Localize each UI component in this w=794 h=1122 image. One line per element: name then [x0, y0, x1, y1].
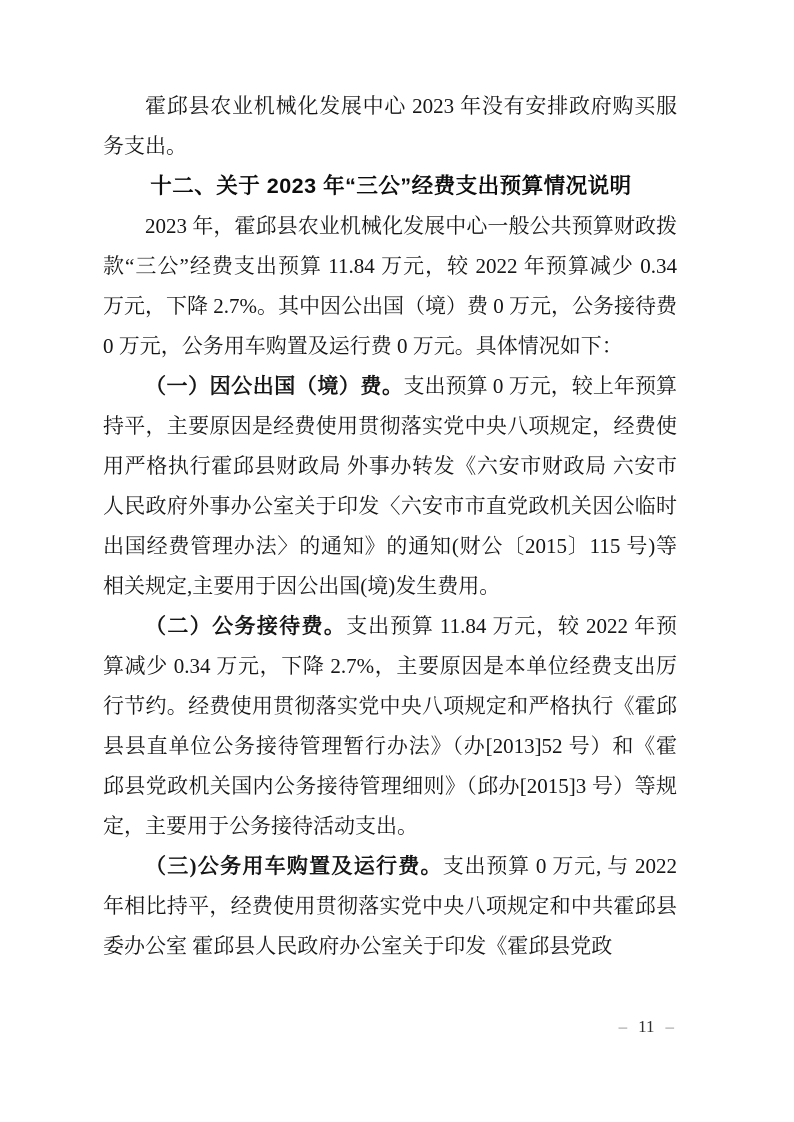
- text-run: 支出预算 0 万元，较上年预算持平，主要原因是经费使用贯彻落实党中央八项规定，经费使用严格执行霍邱县财政局 外事办转发《六安市财政局 六安市人民政府外事办公室关于印发〈六安市市直党政机关因公临时出国经费管理办法〉的通知》的通知(财公〔2015〕115 号)等相关规定,主要用于因公出国(境)发生费用。: [103, 374, 678, 598]
- page-number-value: 11: [638, 1017, 655, 1036]
- text-run: 支出预算 0 万元, 与 2022 年相比持平，经费使用贯彻落实党中央八项规定和中共霍邱县委办公室 霍邱县人民政府办公室关于印发《霍邱县党政: [103, 854, 678, 958]
- text-run: 2023 年，霍邱县农业机械化发展中心一般公共预算财政拨款“三公”经费支出预算 11.84 万元，较 2022 年预算减少 0.34 万元，下降 2.7%。其中因公出国（境）费 0 万元，公务接待费 0 万元，公务用车购置及运行费 0 万元。具体情况如下：: [103, 214, 677, 358]
- paragraph: [103, 606, 677, 846]
- bold-text-run: （二）公务接待费。: [145, 614, 347, 638]
- bold-text-run: （一）因公出国（境）费。: [145, 374, 404, 398]
- paragraph: [103, 86, 677, 166]
- page-number: [619, 1016, 674, 1038]
- paragraph: [103, 366, 677, 606]
- text-run: 霍邱县农业机械化发展中心 2023 年没有安排政府购买服务支出。: [103, 94, 677, 158]
- paragraph: [103, 846, 677, 966]
- section-heading: [103, 166, 677, 206]
- bold-text-run: （三)公务用车购置及运行费。: [145, 854, 443, 878]
- page-number-dash-left: –: [618, 1017, 628, 1036]
- page-number-dash-right: –: [665, 1017, 674, 1036]
- document-body: [103, 86, 677, 966]
- text-run: 支出预算 11.84 万元，较 2022 年预算减少 0.34 万元，下降 2.7%，主要原因是本单位经费支出厉行节约。经费使用贯彻落实党中央八项规定和严格执行《霍邱县县直单位公务接待管理暂行办法》（办[2013]52 号）和《霍邱县党政机关国内公务接待管理细则》（邱办[2015]3 号）等规定，主要用于公务接待活动支出。: [103, 614, 677, 838]
- bold-text-run: 十二、关于 2023 年“三公”经费支出预算情况说明: [150, 174, 632, 198]
- paragraph: [103, 206, 677, 366]
